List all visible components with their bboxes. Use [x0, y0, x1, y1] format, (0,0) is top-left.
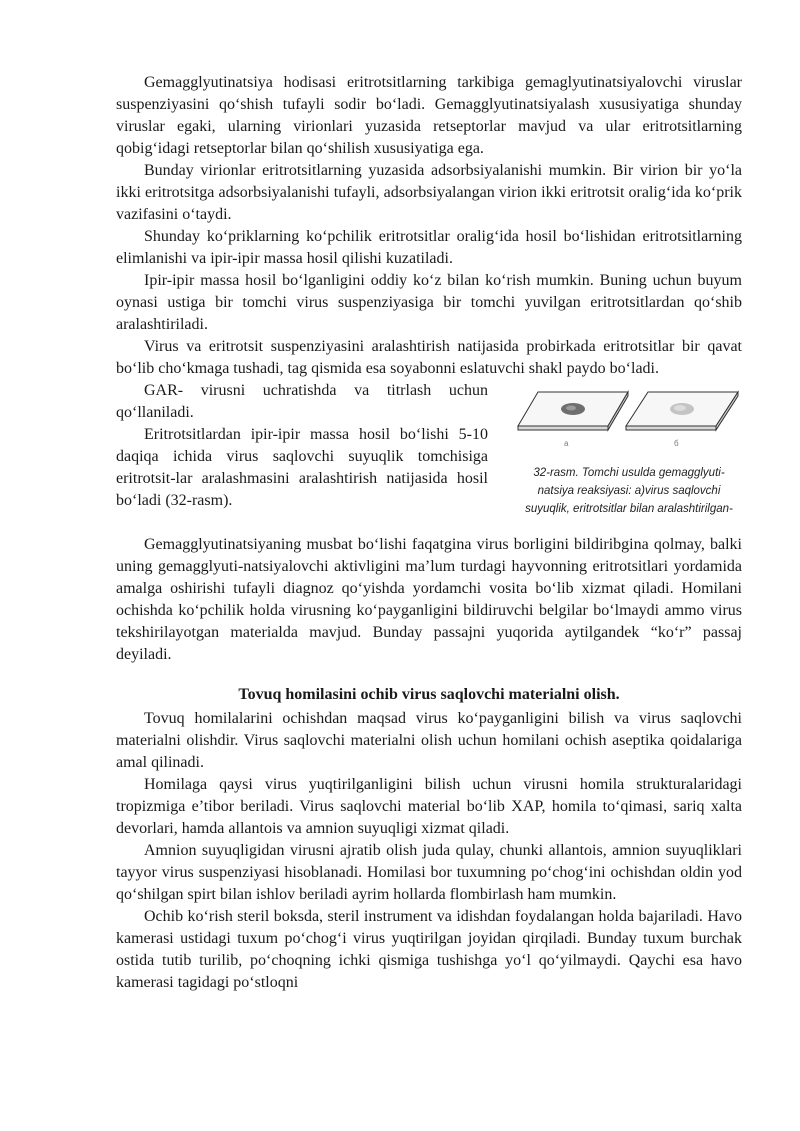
paragraph: Virus va eritrotsit suspenziyasini aralashtirish natijasida probirkada eritrotsitlar bir qavat bo‘lib cho‘kmaga tushadi, tag qismida esa soyabonni eslatuvchi shakl paydo bo‘ladi.	[116, 338, 742, 377]
paragraph: Homilaga qaysi virus yuqtirilganligini bilish uchun virusni homila strukturalaridagi tropizmiga e’tibor beriladi. Virus saqlovchi material bo‘lib XAP, homila to‘qimasi, sariq xalta devorlari, hamda allantois va amnion suyuqligi xizmat qiladi.	[116, 776, 742, 837]
paragraph: Tovuq homilalarini ochishdan maqsad virus ko‘payganligini bilish va virus saqlovchi materialni olishdir. Virus saqlovchi materialni olish uchun homilani ochish aseptika qoidalariga amal qilinadi.	[116, 710, 742, 771]
paragraph: Eritrotsitlardan ipir-ipir massa hosil bo‘lishi 5-10 daqiqa ichida virus saqlovchi suyuqlik tomchisiga eritrotsit-lar aralashmasini aralashtirish natijasida hosil bo‘ladi (32-rasm).	[116, 426, 488, 509]
paragraph: Gemagglyutinatsiya hodisasi eritrotsitlarning tarkibiga gemaglyutinatsiyalovchi viruslar suspenziyasini qo‘shish tufayli sodir bo‘ladi. Gemagglyutinatsiyalash xususiyatiga shunday viruslar egaki, ularning virionlari yuzasida retseptorlar mavjud va ular eritrotsitlarning qobig‘idagi retseptorlar bilan qo‘shilish xususiyatiga ega.	[116, 74, 742, 157]
paragraph: Ipir-ipir massa hosil bo‘lganligini oddiy ko‘z bilan ko‘rish mumkin. Buning uchun buyum oynasi ustiga bir tomchi virus suspenziyasiga bir tomchi yuvilgan eritrotsitlardan qo‘shib aralashtiriladi.	[116, 272, 742, 333]
slide-a	[518, 392, 628, 430]
paragraph: Bunday virionlar eritrotsitlarning yuzasida adsorbsiyalanishi mumkin. Bir virion bir yo‘la ikki eritrotsitga adsorbsiyalanishi tufayli, adsorbsiyalangan virion ikki eritrotsit oralig‘ida ko‘prik vazifasini o‘taydi.	[116, 162, 742, 223]
glass-slides-illustration	[516, 388, 742, 450]
paragraph: Gemagglyutinatsiyaning musbat bo‘lishi faqatgina virus borligini bildiribgina qolmay, balki uning gemagglyuti-natsiyalovchi aktivligini ma’lum turdagi hayvonning eritrotsitlari yordamida amalga oshirishi tufayli diagnoz qo‘yishda yordamchi vosita bo‘lib xizmat qiladi. Homilani ochishda ko‘pchilik holda virusning ko‘payganligini bildiruvchi belgilar bo‘lmaydi ammo virus tekshirilayotgan materialda mavjud. Bunday passajni yuqorida aytilgandek “ko‘r” passaj deyiladi.	[116, 536, 742, 663]
caption-line: natsiya reaksiyasi: a)virus saqlovchi	[537, 485, 721, 497]
label-a: a	[564, 439, 569, 448]
figure-32	[516, 388, 742, 518]
float-text	[116, 380, 488, 512]
intro-section	[116, 72, 742, 380]
paragraph: Ochib ko‘rish steril boksda, steril instrument va idishdan foydalangan holda bajariladi. Havo kamerasi ustidagi tuxum po‘chog‘i virus yuqtirilgan joyidan qirqiladi. Bunday tuxum burchak ostida tutib turilib, po‘choqning ichki qismiga tushishga yo‘l qo‘yilmaydi. Qaychi esa havo kamerasi tagidagi po‘stloqni	[116, 908, 742, 991]
caption-line: 32-rasm. Tomchi usulda gemagglyuti-	[533, 467, 725, 479]
paragraph: GAR- virusni uchratishda va titrlash uchun qo‘llaniladi.	[116, 382, 488, 421]
bottom-section	[116, 708, 742, 994]
label-b: б	[674, 439, 679, 448]
figure-section	[116, 380, 742, 518]
section-heading: Tovuq homilasini ochib virus saqlovchi materialni olish.	[238, 686, 620, 703]
document-page	[116, 72, 742, 994]
slide-b	[626, 392, 738, 430]
paragraph: Shunday ko‘priklarning ko‘pchilik eritrotsitlar oralig‘ida hosil bo‘lishidan eritrotsitlarning elimlanishi va ipir-ipir massa hosil qilishi kuzatiladi.	[116, 228, 742, 267]
caption-line: suyuqlik, eritrotsitlar bilan aralashtirilgan-	[525, 503, 733, 515]
paragraph: Amnion suyuqligidan virusni ajratib olish juda qulay, chunki allantois, amnion suyuqliklari tayyor virus suspenziyasi hisoblanadi. Homilasi bor tuxumning po‘chog‘ini ochishdan oldin yod qo‘shilgan spirt bilan ishlov beriladi ayrim hollarda flombirlash ham mumkin.	[116, 842, 742, 903]
mid-section	[116, 534, 742, 666]
figure-caption	[516, 464, 742, 518]
